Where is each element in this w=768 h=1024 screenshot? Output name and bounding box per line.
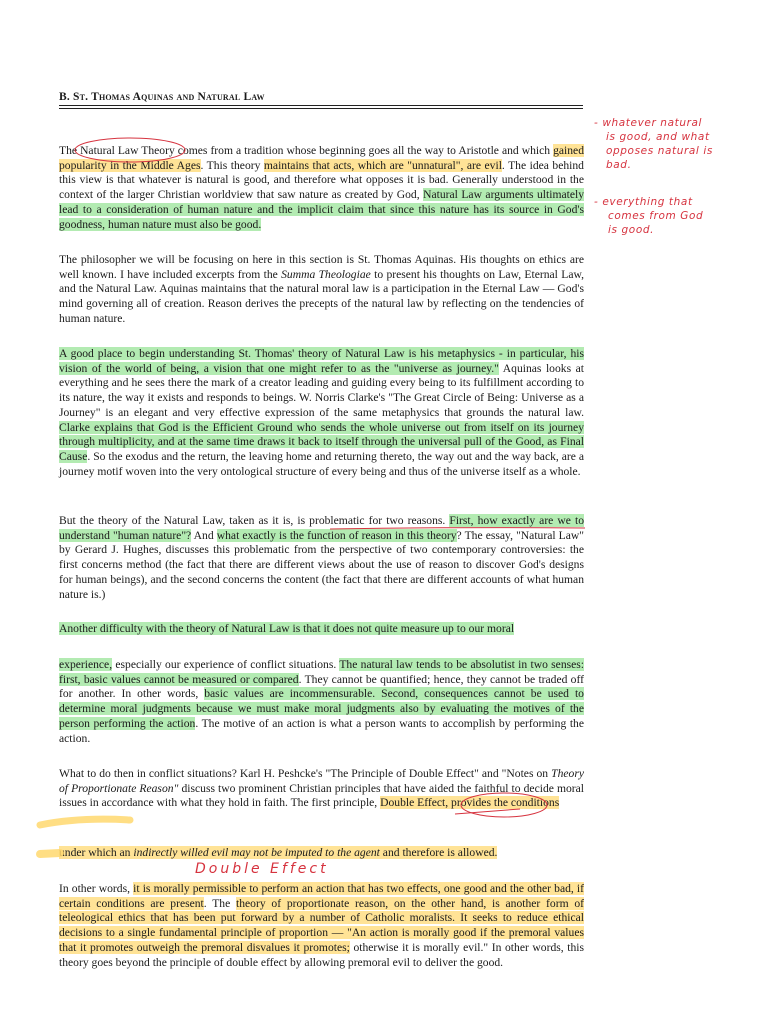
text-run: . So the exodus and the return, the leaving home and returning thereto, the way out and the way back, are a journey motif woven into the very ontological structure of every being and thus of the universe itself as a whole. [59,449,584,478]
paragraph-aquinas-intro [59,253,584,327]
text-run: . The idea behind this view is that whatever is natural is good, and therefore what opposes it is bad. Generally understood in the context of the larger Christian worldview that saw nature as created by God, [59,158,584,202]
text-run: . This theory [200,158,264,172]
heading-double-rule [59,108,583,109]
highlight-yellow: gained popularity in the Middle Ages [59,144,584,172]
paragraph-natural-law-intro [59,144,584,232]
text-run: . They cannot be quantified; hence, they cannot be traded off for another. In other words, [59,672,584,701]
text-run: The [59,144,81,157]
paragraph-universe-journey [59,347,584,479]
highlight-yellow: under which an [59,846,134,859]
highlight-green: The natural law tends to be absolutist in two senses: first, basic values cannot be measured or compared [59,658,585,686]
text-run: . The motive of an action is what a person wants to accomplish by performing the action. [59,716,584,745]
text-run: The philosopher we will be focusing on here in this section is St. Thomas Aquinas. His thoughts on ethics are well known. I have included excerpts from the [59,253,584,281]
text-run: And [191,528,217,542]
highlight-green: Another difficulty with the theory of Natural Law is that it does not quite measure up to our moral [59,622,515,635]
margin-note-line: is good. [608,224,655,236]
text-run: comes from a tradition whose beginning goes all the way to Aristotle and which [174,144,554,157]
highlight-green: Clarke explains that God is the Efficient Ground who sends the whole universe out from itself on its journey through multiplicity, and at the same time draws it back to itself through the universal pull of the Good, as Final Cause [59,420,584,463]
text-run: discuss two prominent Christian principles that have aided the faithful to decide moral issues in accordance with what they hold in faith. The first principle, [59,781,584,810]
section-heading: B. St. Thomas Aquinas and Natural Law [59,91,583,106]
paragraph-another-difficulty [59,622,584,637]
circled-term-natural-law-theory: Natural Law Theory [80,144,175,157]
essay-title-proportionate-reason: Theory of Proportionate Reason" [59,767,584,795]
paragraph-double-effect-intro [59,767,584,811]
highlight-yellow: on the other hand, is another form of teleological ethics that has been put forward by a number of Catholic moralists. It seeks to reduce ethical decisions to a single fundamental principle of proportion — "An action is morally good if the premoral values that it promotes outweigh the premoral disvalues it promotes; [59,896,585,954]
highlight-green: what exactly is the function of reason in this theory [216,528,457,542]
margin-note-line: bad. [606,159,632,171]
handwritten-double-effect: Double Effect [195,861,329,877]
margin-note-god-good [594,195,703,237]
margin-note-line: comes from God [608,210,704,222]
highlight-green: First, how exactly are we to understand "human nature"? [59,514,584,542]
paragraph-indirect-evil [59,846,584,861]
paragraph-two-problems [59,514,584,602]
paragraph-proportionate-reason [59,882,584,970]
text-run: What to do then in conflict situations? Karl H. Peshcke's "The Principle of Double Effect" and "Notes on [59,767,552,780]
highlight-yellow: it is morally permissible to perform an action that has two effects, one good and the other bad, if certain conditions are present [59,882,585,910]
highlight-green: experience, [59,658,113,671]
margin-note-natural-good [594,116,713,172]
paragraph-conflict-situations [59,658,584,746]
highlight-yellow-italic: indirectly willed evil may not be imputed to the agent [133,846,380,859]
book-title-summa: Summa Theologiae [281,267,371,281]
text-run: Aquinas looks at everything and he sees there the mark of a creator leading and guiding every being to its fulfillment according to its nature, the way it exists and responds to beings. W. Norris Clarke's "The Great Circle of Being: Universe as a Journey" is an elegant and very effective expression of the same metaphysics that grounds the natural law. [59,361,584,419]
text-run: In other words, [59,882,134,895]
text-run: to present his thoughts on Law, Eternal Law, and the Natural Law. Aquinas maintains that the natural moral law is a participation in the Eternal Law — God's mind governing all of creation. Reason derives the precepts of the natural law by reflecting on the tendencies of human nature. [59,267,584,325]
highlight-yellow: and therefore is allowed. [379,846,498,859]
margin-note-line: opposes natural is [606,145,713,157]
margin-note-line: - everything that [594,196,693,208]
text-run: ? The essay, "Natural Law" by Gerard J. Hughes, discusses this problematic from the perspective of two contemporary controversies: the first concerns method (the fact that there are different views about the use of reason to discover God's designs for human beings), and the second concerns the content (the fact that there are different accounts of what human nature is.) [59,528,585,601]
margin-note-line: - whatever natural [594,117,703,129]
highlight-yellow: theory of proportionate reason, [236,896,389,910]
highlight-green: Natural Law arguments ultimately lead to a consideration of human nature and the implicit claim that since this nature has its source in God's goodness, human nature must also be good. [59,188,584,231]
text-run: otherwise it is morally evil." In other words, this theory goes beyond the principle of double effect by allowing premoral evil to deliver the good. [59,940,584,969]
margin-note-line: is good, and what [606,131,710,143]
highlight-yellow: maintains that acts, which are "unnatural", are evil [263,158,502,172]
text-run: . The [203,896,237,910]
text-run: especially our experience of conflict situations. [112,658,340,671]
yellow-brush-stroke [40,853,60,854]
highlight-yellow: Double Effect, provides the conditions [380,796,560,810]
highlight-green: basic values are incommensurable. Second, consequences cannot be used to determine moral judgments because we must make moral judgments also by evaluating the motives of the person performing the action [59,687,584,730]
yellow-brush-stroke [40,819,130,825]
highlight-green: A good place to begin understanding St. Thomas' theory of Natural Law is his metaphysics - in particular, his vision of the world of being, a vision that one might refer to as the "universe as journey." [59,347,584,375]
text-run: But the theory of the Natural Law, taken as it is, is problematic for two reasons. [59,514,450,527]
